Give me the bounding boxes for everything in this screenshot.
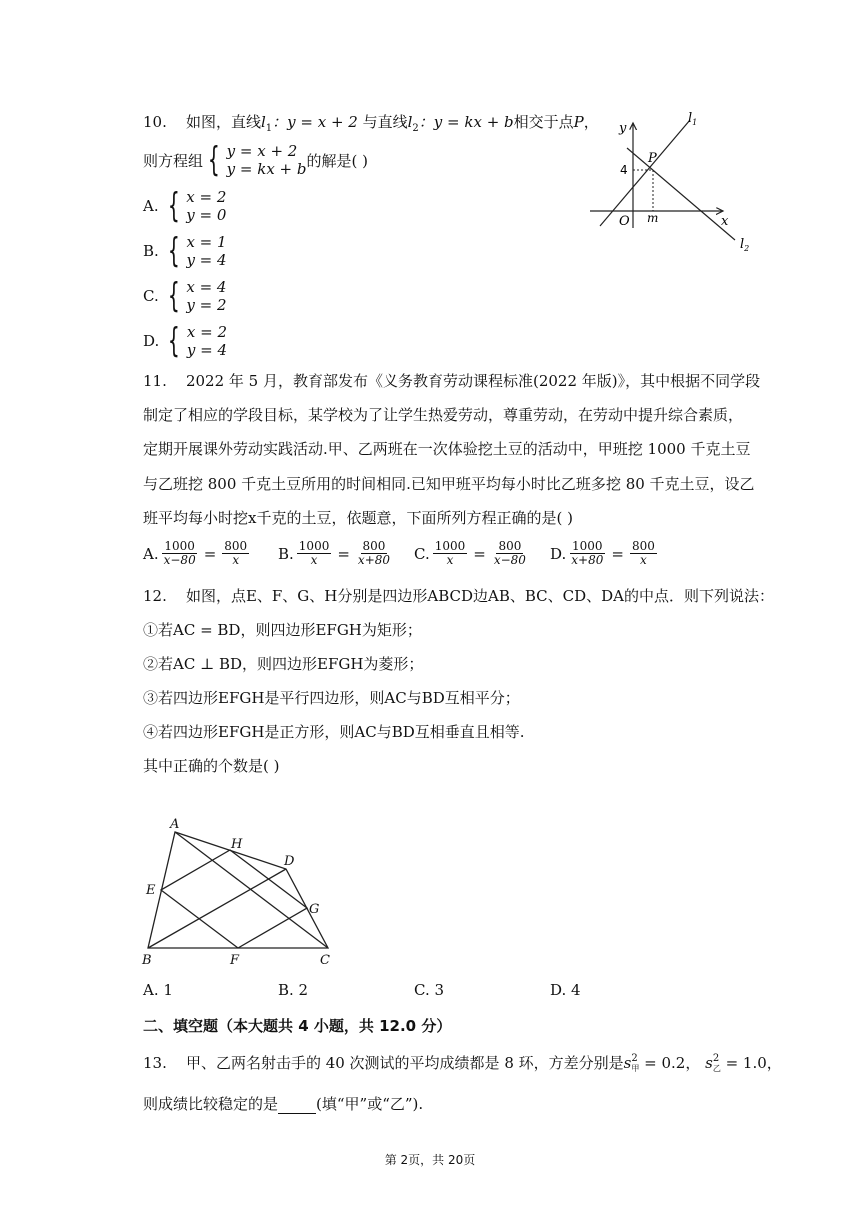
frac-den: x+80 bbox=[357, 553, 391, 567]
option-label: D. bbox=[143, 332, 160, 350]
diagonal-ac bbox=[175, 832, 328, 948]
q10-text-c: 相交于点 bbox=[513, 113, 574, 131]
frac-num: 800 bbox=[498, 539, 522, 553]
q10-text: 如图，直线 bbox=[185, 113, 261, 131]
frac-num: 800 bbox=[362, 539, 386, 553]
sys-top: y = x + 2 bbox=[226, 142, 298, 160]
q11-option-c bbox=[414, 540, 531, 567]
q11-option-b bbox=[278, 540, 395, 567]
brace-glyph: { bbox=[168, 321, 181, 361]
opt-top: x = 2 bbox=[186, 323, 228, 341]
option-label: D. bbox=[550, 544, 567, 563]
option-label: B. bbox=[143, 242, 159, 260]
line-l1 bbox=[600, 120, 690, 226]
opt-top: x = 1 bbox=[186, 233, 227, 251]
q13-line2-text: 则成绩比较稳定的是 bbox=[143, 1095, 279, 1113]
option-label: A. bbox=[143, 544, 159, 563]
diagonal-bd bbox=[148, 869, 286, 948]
brace-glyph: { bbox=[207, 140, 220, 180]
opt-bottom: y = 2 bbox=[186, 296, 227, 314]
q10-number: 10. bbox=[143, 113, 167, 131]
label-a: A bbox=[170, 817, 180, 832]
q11-line-0 bbox=[143, 370, 760, 391]
equals-sign: = bbox=[611, 544, 624, 563]
option-label: C. bbox=[414, 544, 430, 563]
frac-num: 800 bbox=[224, 539, 248, 553]
q10-text-b: 与直线 bbox=[357, 113, 408, 131]
label-h: H bbox=[231, 837, 243, 852]
q10-text-d: ， bbox=[583, 113, 599, 131]
opt-bottom: y = 4 bbox=[186, 341, 228, 359]
section-heading: 二、填空题（本大题共 4 小题，共 12.0 分） bbox=[143, 1017, 452, 1035]
line-l2 bbox=[627, 148, 735, 240]
q10-line2 bbox=[143, 142, 368, 178]
fig-l1-label: $l_1$ bbox=[688, 111, 698, 127]
fig-x-label: x bbox=[721, 214, 729, 229]
option-label: A. bbox=[143, 197, 159, 215]
q12-statement-1: ①若AC = BD，则四边形EFGH为矩形； bbox=[143, 621, 422, 639]
fig-m-label: m bbox=[647, 211, 659, 225]
label-d: D bbox=[284, 854, 295, 869]
q13-s1-sub: 甲 bbox=[631, 1064, 640, 1073]
q13-line2-suffix: (填“甲”或“乙”). bbox=[316, 1095, 424, 1113]
q10-point: P bbox=[573, 113, 584, 131]
q12-statement-3: ③若四边形EFGH是平行四边形，则AC与BD互相平分； bbox=[143, 689, 520, 707]
frac-den: x−80 bbox=[163, 553, 196, 567]
fig-4-label: 4 bbox=[620, 163, 628, 177]
q10-l2: l bbox=[407, 113, 413, 131]
equals-sign: = bbox=[337, 544, 350, 563]
brace-glyph: { bbox=[167, 186, 180, 226]
q13-line1 bbox=[143, 1052, 782, 1074]
frac-den: x bbox=[640, 553, 647, 567]
q13-v2: = 1.0， bbox=[720, 1054, 782, 1072]
q10-line2-suffix: 的解是( ) bbox=[306, 151, 368, 170]
q13-line2 bbox=[143, 1093, 423, 1114]
equals-sign: = bbox=[203, 544, 217, 563]
q12-option-d: D. 4 bbox=[550, 981, 581, 999]
fig-p-label: P bbox=[648, 151, 657, 166]
q12-figure bbox=[138, 812, 343, 970]
q12-option-a: A. 1 bbox=[143, 981, 173, 999]
q10-eq1: ：y = x + 2 bbox=[272, 113, 358, 131]
q10-option-c bbox=[143, 278, 226, 314]
q12-option-c: C. 3 bbox=[414, 981, 445, 999]
sys-bottom: y = kx + b bbox=[226, 160, 307, 178]
label-e: E bbox=[146, 883, 156, 898]
q10-system bbox=[203, 142, 306, 178]
label-g: G bbox=[309, 902, 320, 917]
opt-top: x = 4 bbox=[186, 278, 227, 296]
q12-intro-text: 如图，点E、F、G、H分别是四边形ABCD边AB、BC、CD、DA的中点．则下列说法： bbox=[185, 587, 774, 605]
q11-option-a bbox=[143, 540, 252, 567]
label-b: B bbox=[142, 953, 152, 968]
frac-num: 1000 bbox=[434, 539, 466, 553]
opt-bottom: y = 0 bbox=[186, 206, 227, 224]
q13-number: 13. bbox=[143, 1054, 167, 1072]
equals-sign: = bbox=[473, 544, 486, 563]
fig-o-label: O bbox=[619, 214, 630, 229]
q11-text-line: 2022 年 5 月，教育部发布《义务教育劳动课程标准(2022 年版)》，其中根据不同学段 bbox=[185, 372, 761, 390]
fig-y-label: y bbox=[619, 121, 627, 136]
q13-s2-sup: 2 bbox=[712, 1053, 720, 1064]
q10-option-a bbox=[143, 188, 226, 224]
q10-line1 bbox=[143, 111, 599, 140]
answer-blank[interactable] bbox=[278, 1097, 316, 1114]
q12-number: 12. bbox=[143, 587, 167, 605]
q13-s1: s bbox=[623, 1054, 632, 1072]
option-label: C. bbox=[143, 287, 159, 305]
page-footer: 第 2页，共 20页 bbox=[384, 1153, 476, 1167]
q10-l1-sub: 1 bbox=[265, 123, 273, 134]
label-c: C bbox=[320, 953, 330, 968]
q13-v1: = 0.2， bbox=[639, 1054, 701, 1072]
fig-l2-label: $l_2$ bbox=[740, 237, 750, 253]
opt-top: x = 2 bbox=[186, 188, 227, 206]
frac-num: 800 bbox=[631, 539, 655, 553]
label-f: F bbox=[230, 953, 240, 968]
q10-eq2: ：y = kx + b bbox=[418, 113, 514, 131]
frac-den: x−80 bbox=[493, 553, 526, 567]
q10-option-d bbox=[143, 323, 227, 359]
q11-line-2: 定期开展课外劳动实践活动.甲、乙两班在一次体验挖土豆的活动中，甲班挖 1000 千克土豆 bbox=[143, 440, 751, 458]
q11-option-d bbox=[550, 540, 660, 567]
q13-s2: s bbox=[705, 1054, 713, 1072]
frac-num: 1000 bbox=[572, 539, 603, 553]
frac-num: 1000 bbox=[298, 539, 330, 553]
q11-line-1: 制定了相应的学段目标，某学校为了让学生热爱劳动，尊重劳动，在劳动中提升综合素质， bbox=[143, 406, 744, 424]
q10-figure bbox=[585, 108, 760, 253]
q12-intro bbox=[143, 585, 774, 606]
q12-option-b: B. 2 bbox=[278, 981, 309, 999]
frac-num: 1000 bbox=[164, 539, 195, 553]
frac-den: x bbox=[446, 553, 454, 567]
q12-statement-2: ②若AC ⊥ BD，则四边形EFGH为菱形； bbox=[143, 655, 424, 673]
q13-s2-sub: 乙 bbox=[712, 1064, 721, 1073]
q10-option-b bbox=[143, 233, 227, 269]
frac-den: x bbox=[232, 553, 240, 567]
frac-den: x bbox=[310, 553, 318, 567]
q10-line2-prefix: 则方程组 bbox=[143, 151, 204, 170]
q13-s1-sup: 2 bbox=[631, 1053, 638, 1064]
option-label: B. bbox=[278, 544, 294, 563]
brace-glyph: { bbox=[167, 231, 180, 271]
q10-l1: l bbox=[260, 113, 266, 131]
q11-line-3: 与乙班挖 800 千克土豆所用的时间相同.已知甲班平均每小时比乙班多挖 80 千克土豆，设乙 bbox=[143, 475, 755, 493]
q11-number: 11. bbox=[143, 372, 167, 390]
opt-bottom: y = 4 bbox=[186, 251, 227, 269]
q12-question: 其中正确的个数是( ) bbox=[143, 757, 280, 775]
q11-line-4: 班平均每小时挖x千克的土豆，依题意，下面所列方程正确的是( ) bbox=[143, 509, 573, 527]
brace-glyph: { bbox=[167, 276, 180, 316]
frac-den: x+80 bbox=[571, 553, 604, 567]
q13-text: 甲、乙两名射击手的 40 次测试的平均成绩都是 8 环，方差分别是 bbox=[185, 1054, 624, 1072]
q10-l2-sub: 2 bbox=[412, 123, 419, 134]
q12-statement-4: ④若四边形EFGH是正方形，则AC与BD互相垂直且相等. bbox=[143, 723, 525, 741]
